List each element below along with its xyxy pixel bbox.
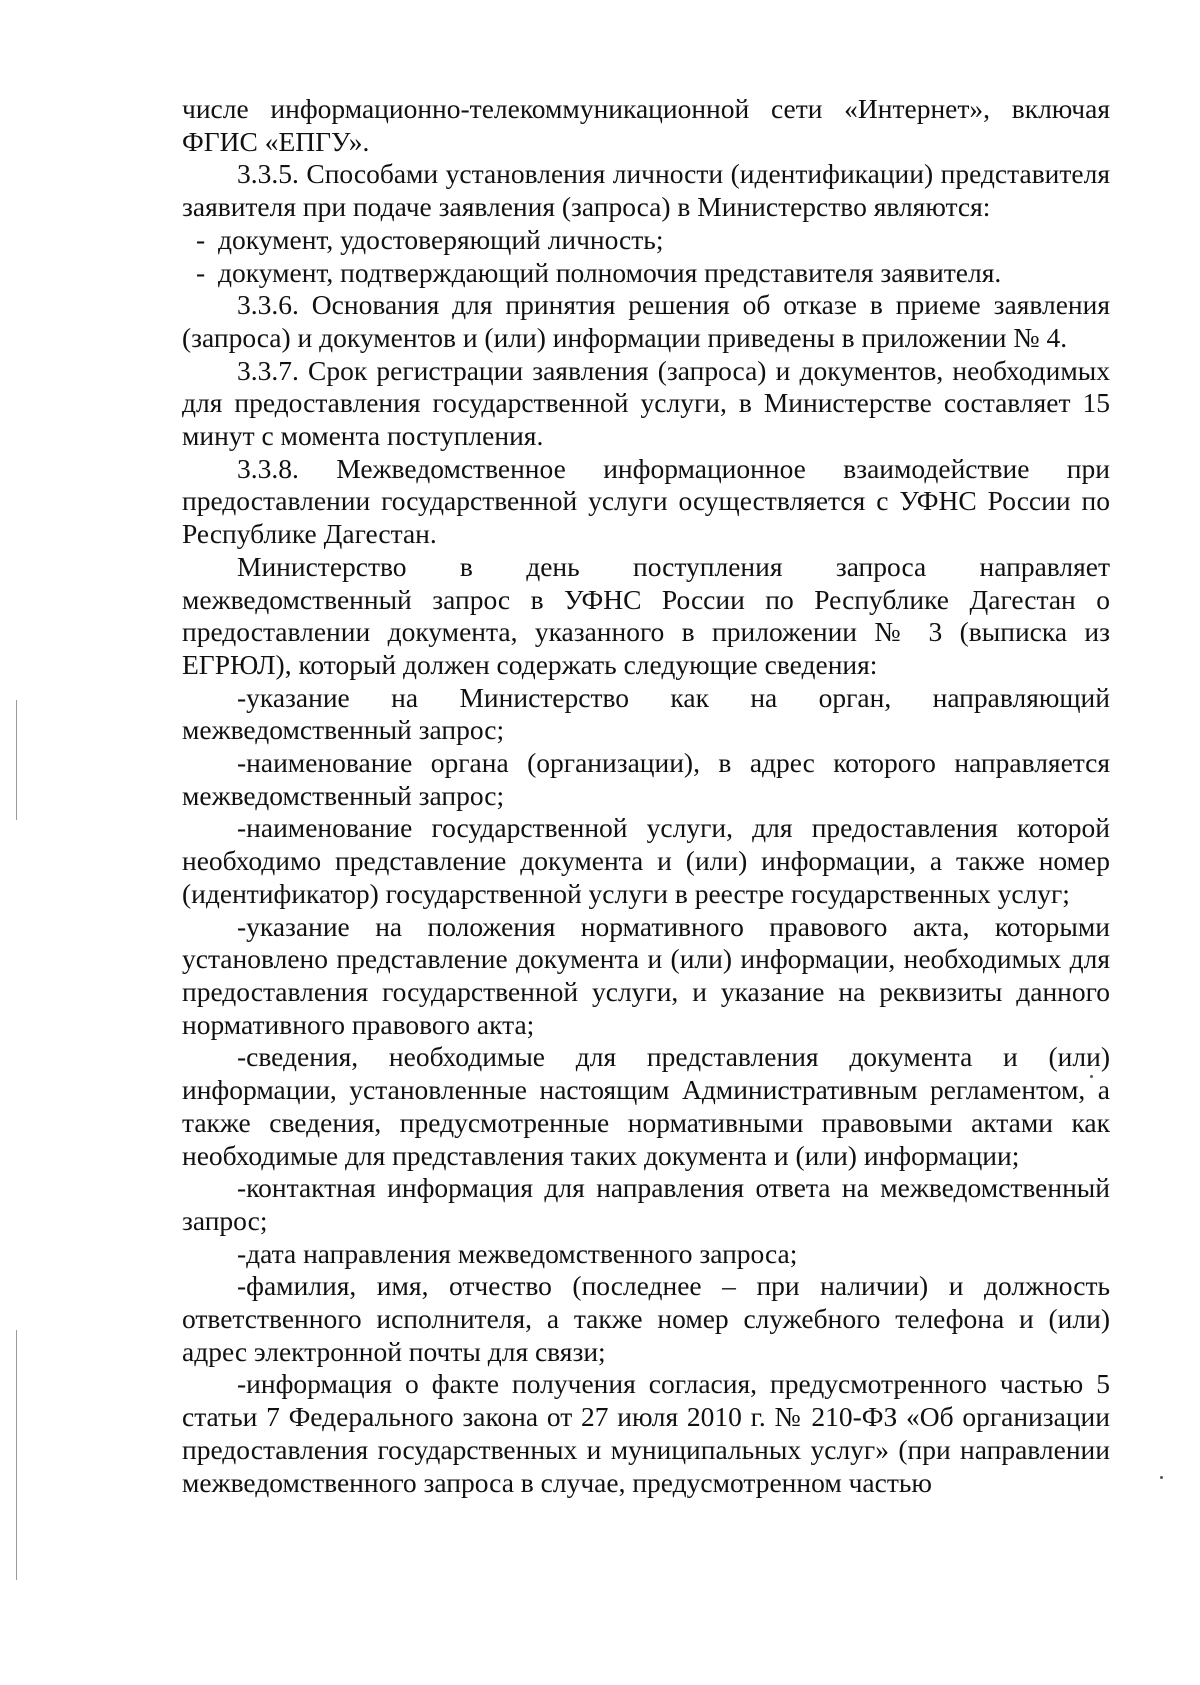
list-item	[182, 224, 1110, 257]
list-item: -указание на Министерство как на орган, направляющий межведомственный запрос;	[182, 681, 1110, 746]
list-item	[182, 257, 1110, 290]
list-item: -фамилия, имя, отчество (последнее – при наличии) и должность ответственного исполнителя, а также номер служебного телефона и (или) адрес электронной почты для связи;	[182, 1270, 1110, 1367]
scan-edge-line	[16, 700, 17, 820]
list-item: -наименование государственной услуги, для предоставления которой необходимо представление документа и (или) информации, а также номер (идентификатор) государственной услуги в реестре государственных услуг;	[182, 812, 1110, 909]
list-item: -контактная информация для направления ответа на межведомственный запрос;	[182, 1172, 1110, 1236]
paragraph-3-3-8: 3.3.8. Межведомственное информационное взаимодействие при предоставлении государственной услуги осуществляется с УФНС России по Республике Дагестан.	[182, 452, 1110, 550]
document-text	[182, 93, 1110, 1499]
list-item: -указание на положения нормативного правового акта, которыми установлено представление документа и (или) информации, необходимых для предоставления государственной услуги, и указание на реквизиты данного нормативного правового акта;	[182, 910, 1110, 1040]
list-item: -информация о факте получения согласия, предусмотренного частью 5 статьи 7 Федерального закона от 27 июля 2010 г. № 210-ФЗ «Об организации предоставления государственных и муниципальных услуг» (при направлении межведомственного запроса в случае, предусмотренном частью	[182, 1368, 1110, 1498]
dash-mark: -	[196, 223, 206, 255]
list-item: -наименование органа (организации), в адрес которого направляется межведомственный запрос;	[182, 747, 1110, 811]
list-item-text: документ, удостоверяющий личность;	[218, 223, 664, 255]
paragraph-3-3-7: 3.3.7. Срок регистрации заявления (запроса) и документов, необходимых для предоставления государственной услуги, в Министерстве составляет 15 минут с момента поступления.	[182, 354, 1110, 452]
paragraph-3-3-6: 3.3.6. Основания для принятия решения об отказе в приеме заявления (запроса) и документов и (или) информации приведены в приложении № 4.	[182, 289, 1110, 353]
dash-mark: -	[196, 256, 206, 288]
paragraph-3-3-5: 3.3.5. Способами установления личности (идентификации) представителя заявителя при подаче заявления (запроса) в Министерство являются:	[182, 158, 1110, 223]
paragraph: Министерство в день поступления запроса направляет межведомственный запрос в УФНС России по Республике Дагестан о предоставлении документа, указанного в приложении № 3 (выписка из ЕГРЮЛ), который должен содержать следующие сведения:	[182, 550, 1110, 680]
scan-edge-line	[16, 1330, 17, 1580]
list-item: -сведения, необходимые для представления документа и (или) информации, установленные настоящим Административным регламентом, а также сведения, предусмотренные нормативными правовыми актами как необходимые для представления таких документа и (или) информации;	[182, 1041, 1110, 1171]
list-item: -дата направления межведомственного запроса;	[237, 1237, 798, 1269]
paragraph: числе информационно-телекоммуникационной сети «Интернет», включая ФГИС «ЕПГУ».	[182, 93, 1110, 157]
scan-speck	[1160, 1476, 1163, 1479]
list-item-text: документ, подтверждающий полномочия представителя заявителя.	[218, 256, 1002, 288]
